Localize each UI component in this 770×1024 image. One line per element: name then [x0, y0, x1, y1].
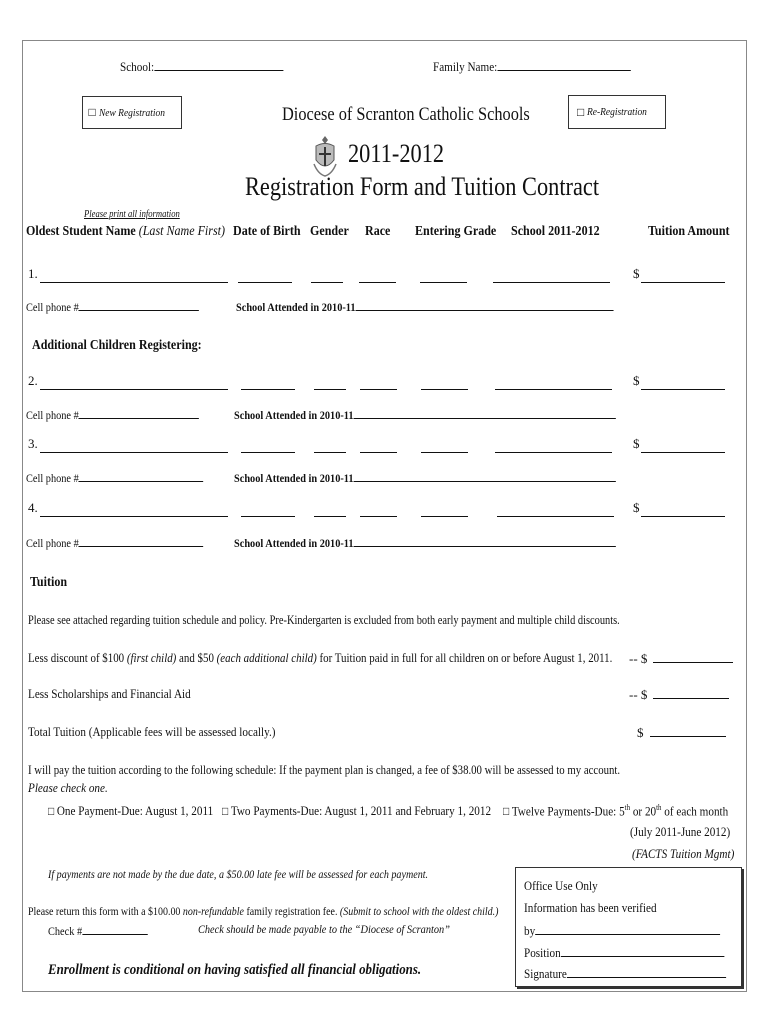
total-tuition-field [637, 724, 726, 741]
office-by-field [524, 922, 720, 939]
column-tuition-amount: Tuition Amount [648, 224, 730, 239]
race-line[interactable] [360, 504, 397, 517]
office-signature-field [524, 965, 726, 982]
check-number-line[interactable] [82, 922, 147, 935]
school-attended-line[interactable] [354, 469, 616, 482]
enrollment-notice: Enrollment is conditional on having satisfied all financial obligations. [48, 962, 422, 978]
return-text-a: Please return this form with a $100.00 [28, 904, 183, 918]
total-tuition-text: Total Tuition (Applicable fees will be assessed locally.) [28, 724, 276, 739]
race-line[interactable] [359, 270, 396, 283]
discount-text [28, 650, 612, 666]
column-oldest-student [26, 224, 225, 240]
school-line[interactable] [497, 504, 614, 517]
discount-amount-label: -- $ [629, 651, 648, 666]
school-input-line[interactable] [154, 58, 283, 71]
cell-phone-line[interactable] [79, 298, 199, 311]
cell-phone-label: Cell phone # [26, 300, 79, 314]
discount-text-a: Less discount of $100 [28, 650, 127, 665]
office-use-title: Office Use Only [524, 878, 598, 893]
school-attended-field [234, 534, 616, 551]
school-attended-label: School Attended in 2010-11 [234, 471, 354, 485]
cell-phone-label: Cell phone # [26, 536, 79, 550]
student-number: 2. [28, 373, 38, 388]
scholarships-text: Less Scholarships and Financial Aid [28, 686, 191, 701]
check-one-note: Please check one. [28, 780, 108, 795]
form-title: Registration Form and Tuition Contract [245, 172, 600, 201]
tuition-line[interactable] [641, 504, 725, 517]
facts-note: (FACTS Tuition Mgmt) [632, 846, 735, 861]
student-number: 4. [28, 500, 38, 515]
gender-line[interactable] [314, 504, 346, 517]
check-number-field [48, 922, 147, 939]
scholarships-amount-field [629, 686, 729, 703]
office-position-label: Position [524, 945, 561, 960]
return-instructions [28, 904, 498, 919]
dob-line[interactable] [241, 504, 295, 517]
cell-phone-field [26, 469, 203, 486]
or-20-label: or 20 [630, 803, 657, 819]
dob-line[interactable] [241, 440, 295, 453]
payable-note: Check should be made payable to the “Diocese of Scranton” [198, 922, 450, 936]
nonrefundable-label: non-refundable [182, 904, 244, 918]
student-number: 3. [28, 436, 38, 451]
school-line[interactable] [493, 270, 610, 283]
family-name-label: Family Name: [433, 59, 498, 74]
twelve-payments-label: Twelve Payments-Due: 5 [511, 803, 625, 819]
cell-phone-line[interactable] [79, 406, 199, 419]
student-name-line[interactable] [40, 270, 228, 283]
re-registration-box[interactable] [568, 95, 666, 129]
form-year: 2011-2012 [348, 139, 445, 168]
last-name-first-label: (Last Name First) [138, 224, 226, 239]
print-note: Please print all information [84, 209, 180, 220]
school-attended-label: School Attended in 2010-11 [236, 300, 356, 314]
student-row-1 [28, 266, 38, 282]
new-registration-box[interactable] [82, 96, 182, 129]
office-position-line[interactable] [561, 944, 724, 957]
twelve-payments-option[interactable] [503, 803, 728, 819]
school-attended-label: School Attended in 2010-11 [234, 536, 354, 550]
cell-phone-label: Cell phone # [26, 408, 79, 422]
scholarships-amount-label: -- $ [629, 687, 648, 702]
cell-phone-line[interactable] [79, 534, 204, 547]
re-registration-label: Re-Registration [587, 106, 648, 118]
column-race: Race [365, 224, 391, 239]
gender-line[interactable] [314, 377, 346, 390]
two-payments-option[interactable] [222, 803, 491, 819]
cell-phone-field [26, 298, 199, 315]
column-dob: Date of Birth [233, 224, 301, 239]
tuition-dollar: $ [633, 373, 640, 388]
schedule-statement: I will pay the tuition according to the following schedule: If the payment plan is changed, a fee of $38.00 will be assessed to my account. [28, 762, 621, 777]
office-by-label: by [524, 923, 536, 938]
tuition-dollar: $ [633, 500, 640, 515]
school-attended-field [234, 469, 616, 486]
school-label: School: [120, 59, 155, 74]
school-line[interactable] [495, 440, 612, 453]
race-line[interactable] [360, 440, 397, 453]
tuition-dollar: $ [633, 266, 640, 281]
two-payments-label: Two Payments-Due: August 1, 2011 and February 1, 2012 [230, 803, 492, 818]
office-signature-line[interactable] [567, 965, 726, 978]
column-entering-grade: Entering Grade [415, 224, 497, 239]
checkbox-icon[interactable]: □ [48, 804, 55, 818]
checkbox-icon[interactable]: □ [222, 804, 229, 818]
column-school-year: School 2011-2012 [511, 224, 600, 239]
school-line[interactable] [495, 377, 612, 390]
additional-children-heading: Additional Children Registering: [32, 338, 202, 353]
cell-phone-field [26, 406, 199, 423]
race-line[interactable] [360, 377, 397, 390]
office-by-line[interactable] [535, 922, 720, 935]
school-attended-label: School Attended in 2010-11 [234, 408, 354, 422]
oldest-student-label: Oldest Student Name [26, 224, 136, 239]
office-use-box [515, 867, 742, 987]
checkbox-icon: □ [88, 105, 96, 119]
school-attended-field [236, 298, 614, 315]
school-attended-line[interactable] [356, 298, 614, 311]
student-number: 1. [28, 266, 38, 281]
gender-line[interactable] [311, 270, 343, 283]
one-payment-label: One Payment-Due: August 1, 2011 [56, 803, 214, 818]
check-number-label: Check # [48, 924, 83, 938]
student-name-line[interactable] [40, 504, 228, 517]
cell-phone-label: Cell phone # [26, 471, 79, 485]
tuition-line[interactable] [641, 440, 725, 453]
discount-each-child: (each additional child) [216, 650, 317, 665]
diocese-title: Diocese of Scranton Catholic Schools [282, 104, 530, 125]
discount-amount-line[interactable] [653, 650, 733, 663]
family-name-input-line[interactable] [497, 58, 630, 71]
checkbox-icon[interactable]: □ [503, 804, 510, 819]
tuition-heading: Tuition [30, 575, 68, 590]
school-attended-line[interactable] [354, 534, 616, 547]
dob-line[interactable] [241, 377, 295, 390]
school-attended-field [234, 406, 616, 423]
return-text-b: family registration fee. [243, 904, 340, 918]
tuition-dollar: $ [633, 436, 640, 451]
total-tuition-label: $ [637, 725, 644, 740]
superscript-th: th [656, 803, 662, 812]
family-name-field [433, 58, 631, 75]
discount-amount-field [629, 650, 733, 667]
office-signature-label: Signature [524, 966, 567, 981]
school-attended-line[interactable] [354, 406, 616, 419]
new-registration-label: New Registration [98, 106, 165, 119]
superscript-th: th [624, 803, 631, 812]
grade-line[interactable] [421, 504, 468, 517]
grade-line[interactable] [421, 377, 468, 390]
gender-line[interactable] [314, 440, 346, 453]
submit-note: (Submit to school with the oldest child.) [339, 904, 499, 918]
checkbox-icon: □ [577, 104, 585, 119]
office-position-field [524, 944, 724, 961]
discount-text-c: for Tuition paid in full for all children on or before August 1, 2011. [316, 650, 613, 665]
grade-line[interactable] [421, 440, 468, 453]
student-name-line[interactable] [40, 440, 228, 453]
column-gender: Gender [310, 224, 349, 239]
student-name-line[interactable] [40, 377, 228, 390]
cell-phone-field [26, 534, 203, 551]
months-range: (July 2011-June 2012) [630, 824, 731, 839]
late-fee-note: If payments are not made by the due date, a $50.00 late fee will be assessed for each payment. [48, 867, 429, 881]
grade-line[interactable] [420, 270, 467, 283]
office-verified-label: Information has been verified [524, 900, 657, 915]
one-payment-option[interactable] [48, 803, 213, 819]
scholarships-amount-line[interactable] [653, 686, 729, 699]
discount-first-child: (first child) [126, 650, 177, 665]
discount-text-b: and $50 [176, 650, 217, 665]
tuition-policy: Please see attached regarding tuition schedule and policy. Pre-Kindergarten is excluded from both early payment and multiple child discounts. [28, 612, 620, 627]
school-field [120, 58, 283, 75]
tuition-line[interactable] [641, 377, 725, 390]
total-tuition-line[interactable] [650, 724, 726, 737]
cell-phone-line[interactable] [79, 469, 204, 482]
dob-line[interactable] [238, 270, 292, 283]
tuition-line[interactable] [641, 270, 725, 283]
each-month-label: of each month [661, 803, 729, 819]
